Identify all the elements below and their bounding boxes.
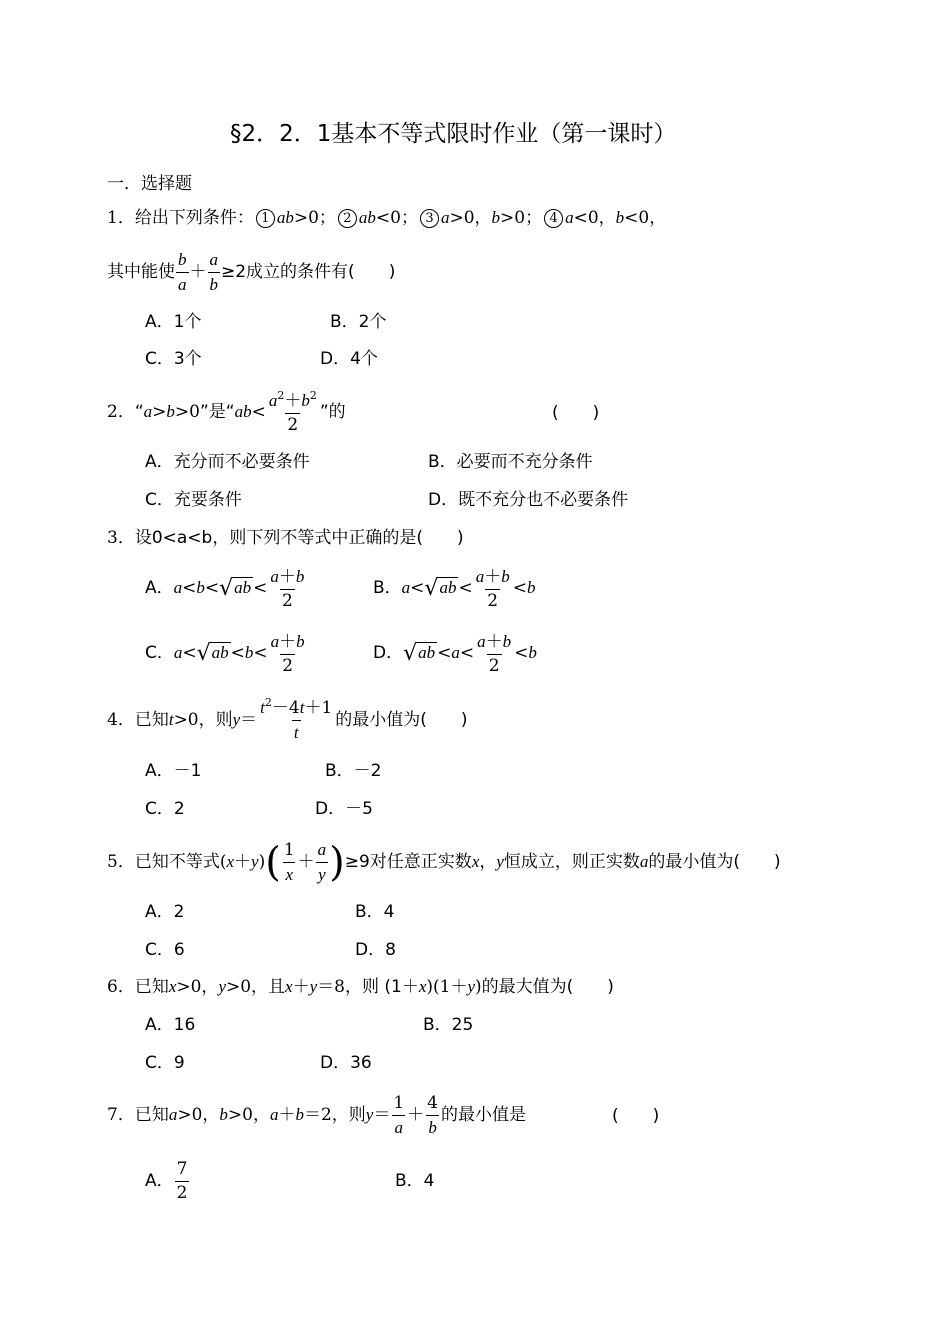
question-text: ”是“ — [199, 402, 235, 422]
question-text: 给出下列条件： — [134, 208, 254, 228]
circled-number-icon: 3 — [420, 209, 439, 228]
question-text: 已知 — [134, 977, 169, 997]
question-text: 的最小值是 — [440, 1105, 526, 1125]
question-text: ，则 (1＋ — [344, 977, 419, 997]
fraction: $\frac{a+b}{2}$ — [270, 631, 305, 676]
question-text: ”的 — [319, 402, 346, 422]
fraction: $\frac{1}{a}$ — [393, 1092, 405, 1137]
option-c: C．3个 — [145, 349, 202, 369]
fraction: $\frac{4}{b}$ — [427, 1092, 438, 1137]
question-number: 1． — [107, 208, 135, 228]
option-c: C．6 — [145, 940, 185, 960]
question-text: 的最小值为( ) — [648, 852, 781, 872]
question-text: 其中能使 — [107, 262, 175, 282]
option-d: D．－5 — [315, 799, 373, 819]
question-4: 4．已知t>0，则y＝ $\frac{t^2-4t+1}{t}$ 的最小值为( ) — [107, 696, 468, 742]
question-text: 的最小值为( ) — [335, 710, 468, 730]
option-b: B．4 — [395, 1171, 435, 1191]
question-3 — [107, 528, 464, 548]
option-b: B．25 — [423, 1015, 474, 1035]
option-b: B．4 — [355, 902, 395, 922]
option-c: C．9 — [145, 1053, 185, 1073]
question-text: 已知 — [134, 710, 169, 730]
question-number: 3． — [107, 528, 135, 548]
option-d: D．8 — [355, 940, 396, 960]
question-text: 已知 — [134, 1105, 169, 1125]
question-text: 恒成立，则正实数 — [503, 852, 640, 872]
fraction: $\frac{1}{x}$ — [283, 839, 295, 884]
question-2: 2．“a>b>0”是“ab< $\frac{a^2+b^2}{2}$ ”的 — [107, 388, 346, 435]
circled-number-icon: 2 — [338, 209, 357, 228]
option-label: C． — [145, 643, 174, 663]
question-text: 设0<a<b，则下列不等式中正确的是( ) — [134, 528, 464, 548]
question-text: ≥9对任意正实数 — [344, 852, 472, 872]
option-b: B．－2 — [325, 761, 382, 781]
option-a — [145, 1157, 190, 1205]
option-a: A．2 — [145, 902, 185, 922]
fraction: $\frac{a}{y}$ — [317, 840, 327, 884]
option-label: D． — [373, 643, 404, 663]
question-text: 的最大值为( ) — [481, 977, 614, 997]
option-d: D．√ab <a< $\frac{a+b}{2}$ <b — [373, 631, 537, 676]
circled-number-icon: 4 — [544, 209, 563, 228]
option-b: B．a<√ab < $\frac{a+b}{2}$ <b — [373, 566, 536, 611]
option-b: B．2个 — [330, 312, 387, 332]
option-a: A．1个 — [145, 312, 202, 332]
question-text: 已知不等式 — [134, 852, 220, 872]
fraction: $\frac{t^2-4t+1}{t}$ — [260, 696, 333, 742]
option-a: A．a<b<√ab < $\frac{a+b}{2}$ — [145, 566, 305, 611]
question-number: 2． — [107, 402, 135, 422]
answer-paren: ( ) — [612, 1106, 660, 1126]
fraction: $\frac{a+b}{2}$ — [270, 566, 305, 611]
fraction: $\frac{b}{a}$ — [178, 250, 187, 294]
fraction: $\frac{a+b}{2}$ — [475, 566, 510, 611]
option-d: D．既不充分也不必要条件 — [428, 490, 629, 510]
question-number: 6． — [107, 977, 135, 997]
fraction: $\frac{a}{b}$ — [209, 250, 218, 294]
fraction: $\frac{a+b}{2}$ — [477, 631, 512, 676]
question-number: 5． — [107, 852, 135, 872]
option-label: A． — [145, 1171, 174, 1191]
option-c: C．a<√ab <b< $\frac{a+b}{2}$ — [145, 631, 305, 676]
question-text: ，则 — [198, 710, 233, 730]
option-label: A． — [145, 578, 174, 598]
question-1-line-1: 1．给出下列条件： 1 ab>0； 2 ab<0； 3 a>0，b>0； 4 a<0，b<0， — [107, 208, 667, 228]
question-text: “ — [134, 402, 144, 422]
option-d: D．4个 — [320, 349, 378, 369]
question-text: ≥2成立的条件有( ) — [221, 262, 396, 282]
fraction: $\frac{a^2+b^2}{2}$ — [268, 388, 317, 435]
option-a: A．充分而不必要条件 — [145, 452, 310, 472]
answer-paren: ( ) — [552, 403, 600, 423]
option-a: A．－1 — [145, 761, 202, 781]
question-7: 7．已知a>0，b>0，a＋b＝2，则y＝ $\frac{1}{a}$ ＋ $\frac{4}{b}$ 的最小值是 — [107, 1092, 526, 1137]
option-c: C．充要条件 — [145, 490, 242, 510]
section-heading: 一．选择题 — [107, 174, 192, 194]
question-number: 7． — [107, 1105, 135, 1125]
option-b: B．必要而不充分条件 — [428, 452, 593, 472]
circled-number-icon: 1 — [256, 209, 275, 228]
question-number: 4． — [107, 710, 135, 730]
option-label: B． — [373, 578, 402, 598]
question-1-line-2: 其中能使 $\frac{b}{a}$ ＋ $\frac{a}{b}$ ≥2成立的条件有( ) — [107, 250, 396, 294]
option-d: D．36 — [320, 1053, 372, 1073]
page-title: §2．2．1基本不等式限时作业（第一课时） — [230, 121, 677, 147]
question-5: 5．已知不等式(x＋y)( $\frac{1}{x}$ ＋ $\frac{a}{y}$ )≥9对任意正实数x，y恒成立，则正实数a的最小值为( ) — [107, 839, 781, 886]
fraction: $\frac{7}{2}$ — [176, 1159, 188, 1203]
option-c: C．2 — [145, 799, 185, 819]
question-6: 6．已知x>0，y>0，且x＋y＝8，则 (1＋x)(1＋y)的最大值为( ) — [107, 977, 614, 997]
option-a: A．16 — [145, 1015, 196, 1035]
